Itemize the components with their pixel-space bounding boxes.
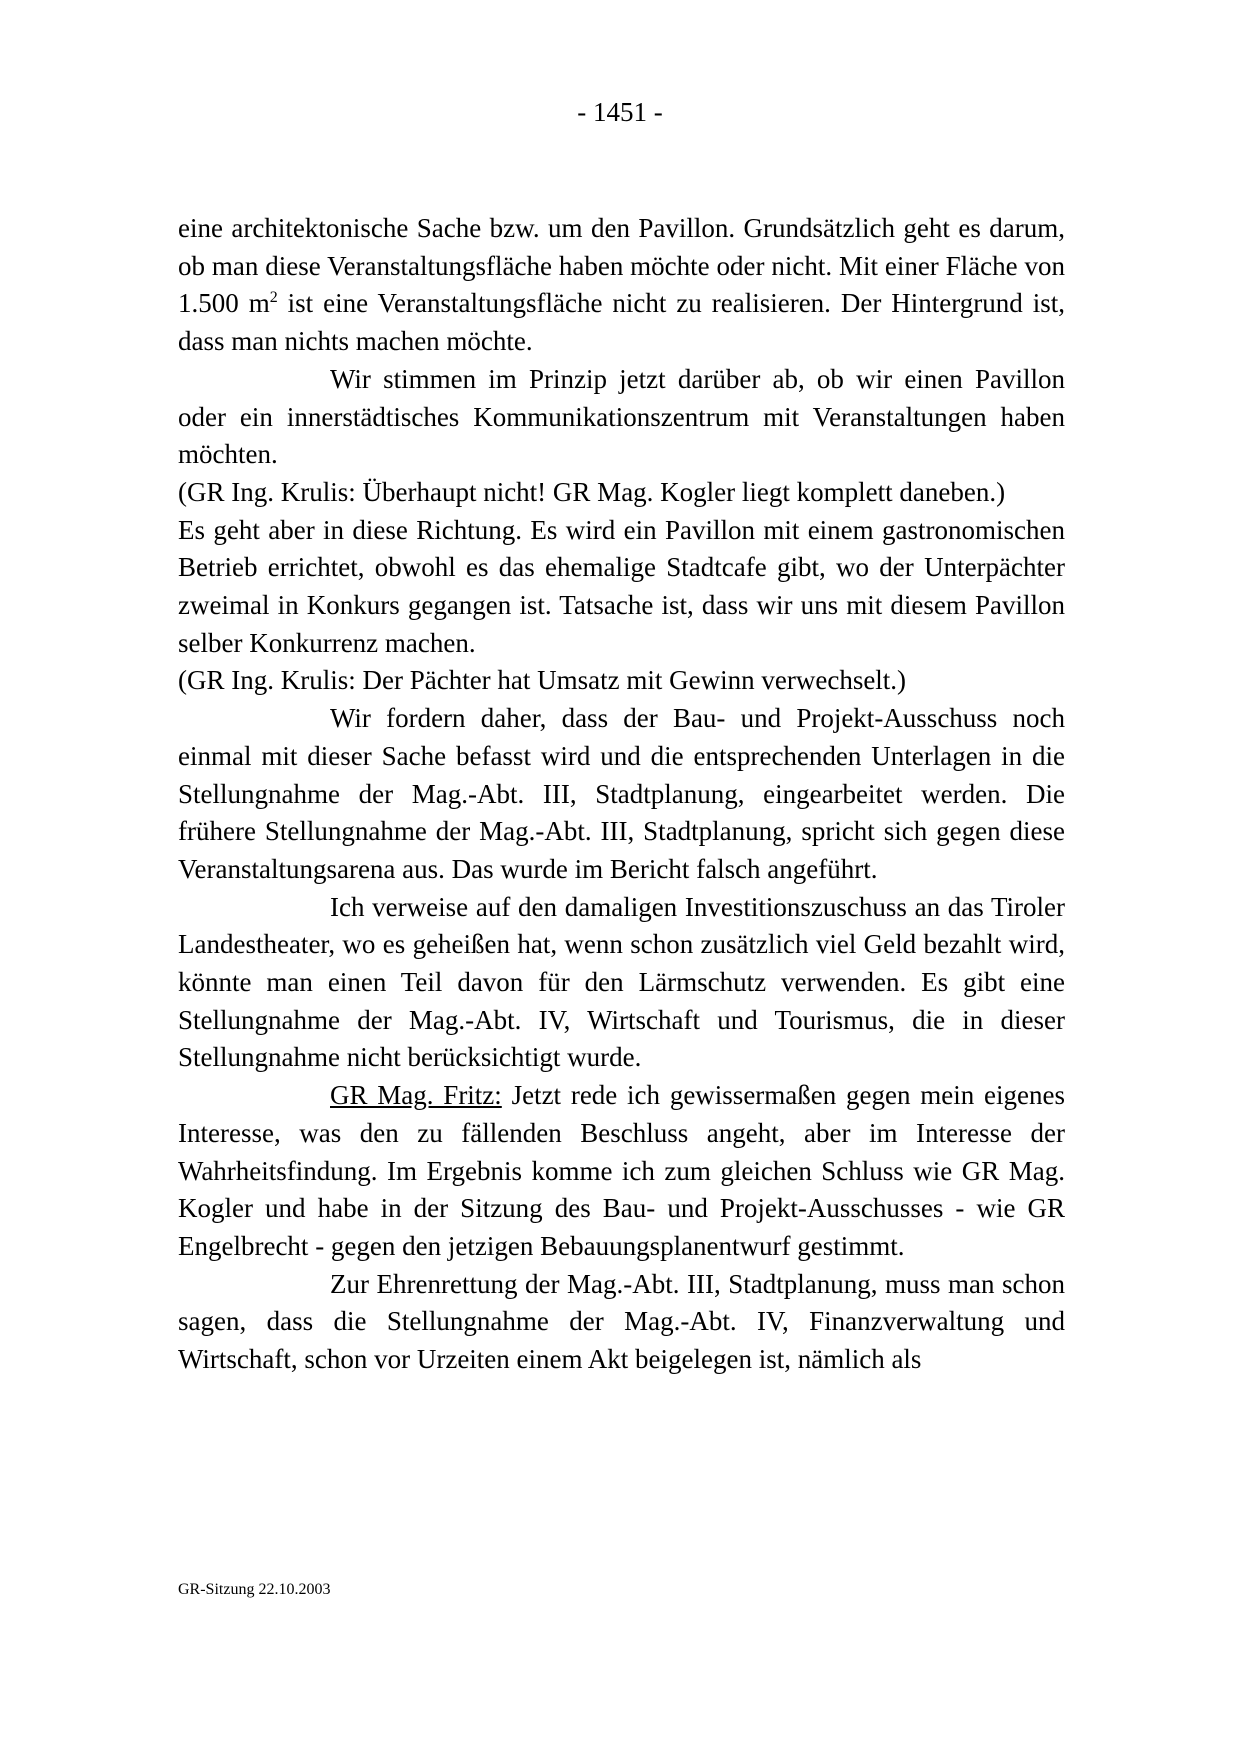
document-body <box>178 210 1065 1379</box>
footer-session-date: GR-Sitzung 22.10.2003 <box>178 1581 331 1598</box>
paragraph-8 <box>178 1077 1065 1266</box>
interjection-krulis-2: (GR Ing. Krulis: Der Pächter hat Umsatz mit Gewinn verwechselt.) <box>178 665 907 696</box>
paragraph-8-text: Jetzt rede ich gewissermaßen gegen mein eigenes Interesse, was den zu fällenden Beschluss angeht, aber im Interesse der Wahrheitsfindung. Im Ergebnis komme ich zum gleichen Schluss wie GR Mag. Kogler und habe in der Sitzung des Bau- und Projekt-Ausschusses - wie GR Engelbrecht - gegen den jetzigen Bebauungsplanentwurf gestimmt. <box>178 1080 1065 1261</box>
paragraph-1-text-a: eine architektonische Sache bzw. um den Pavillon. Grundsätzlich geht es darum, ob man diese Veranstaltungsfläche haben möchte oder nicht. Mit einer Fläche von 1.500 m <box>178 213 1065 319</box>
paragraph-4: Es geht aber in diese Richtung. Es wird ein Pavillon mit einem gastronomischen Betrieb errichtet, obwohl es das ehemalige Stadtcafe gibt, wo der Unterpächter zweimal in Konkurs gegangen ist. Tatsache ist, dass wir uns mit diesem Pavillon selber Konkurrenz machen. <box>178 514 1065 658</box>
speaker-name: GR Mag. Fritz: <box>330 1080 502 1111</box>
paragraph-6: Wir fordern daher, dass der Bau- und Projekt-Ausschuss noch einmal mit dieser Sache befasst wird und die entsprechenden Unterlagen in die Stellungnahme der Mag.-Abt. III, Stadtplanung, eingearbeitet werden. Die frühere Stellungnahme der Mag.-Abt. III, Stadtplanung, spricht sich gegen diese Veranstaltungsarena aus. Das wurde im Bericht falsch angeführt. <box>178 703 1065 884</box>
paragraph-7: Ich verweise auf den damaligen Investitionszuschuss an das Tiroler Landestheater, wo es geheißen hat, wenn schon zusätzlich viel Geld bezahlt wird, könnte man einen Teil davon für den Lärmschutz verwenden. Es gibt eine Stellungnahme der Mag.-Abt. IV, Wirtschaft und Tourismus, die in dieser Stellungnahme nicht berücksichtigt wurde. <box>178 891 1065 1073</box>
paragraph-9: Zur Ehrenrettung der Mag.-Abt. III, Stadtplanung, muss man schon sagen, dass die Stellungnahme der Mag.-Abt. IV, Finanzverwaltung und Wirtschaft, schon vor Urzeiten einem Akt beigelegen ist, nämlich als <box>178 1268 1065 1375</box>
paragraph-1-text-b: ist eine Veranstaltungsfläche nicht zu realisieren. Der Hintergrund ist, dass man nichts machen möchte. <box>178 288 1065 357</box>
superscript-squared: 2 <box>269 289 278 307</box>
paragraph-1 <box>178 210 1065 361</box>
interjection-krulis-1: (GR Ing. Krulis: Überhaupt nicht! GR Mag. Kogler liegt komplett daneben.) <box>178 476 1006 507</box>
paragraph-2: Wir stimmen im Prinzip jetzt darüber ab, ob wir einen Pavillon oder ein innerstädtisches Kommunikationszentrum mit Veranstaltungen haben möchten. <box>178 363 1065 470</box>
page-number: - 1451 - <box>577 97 663 127</box>
